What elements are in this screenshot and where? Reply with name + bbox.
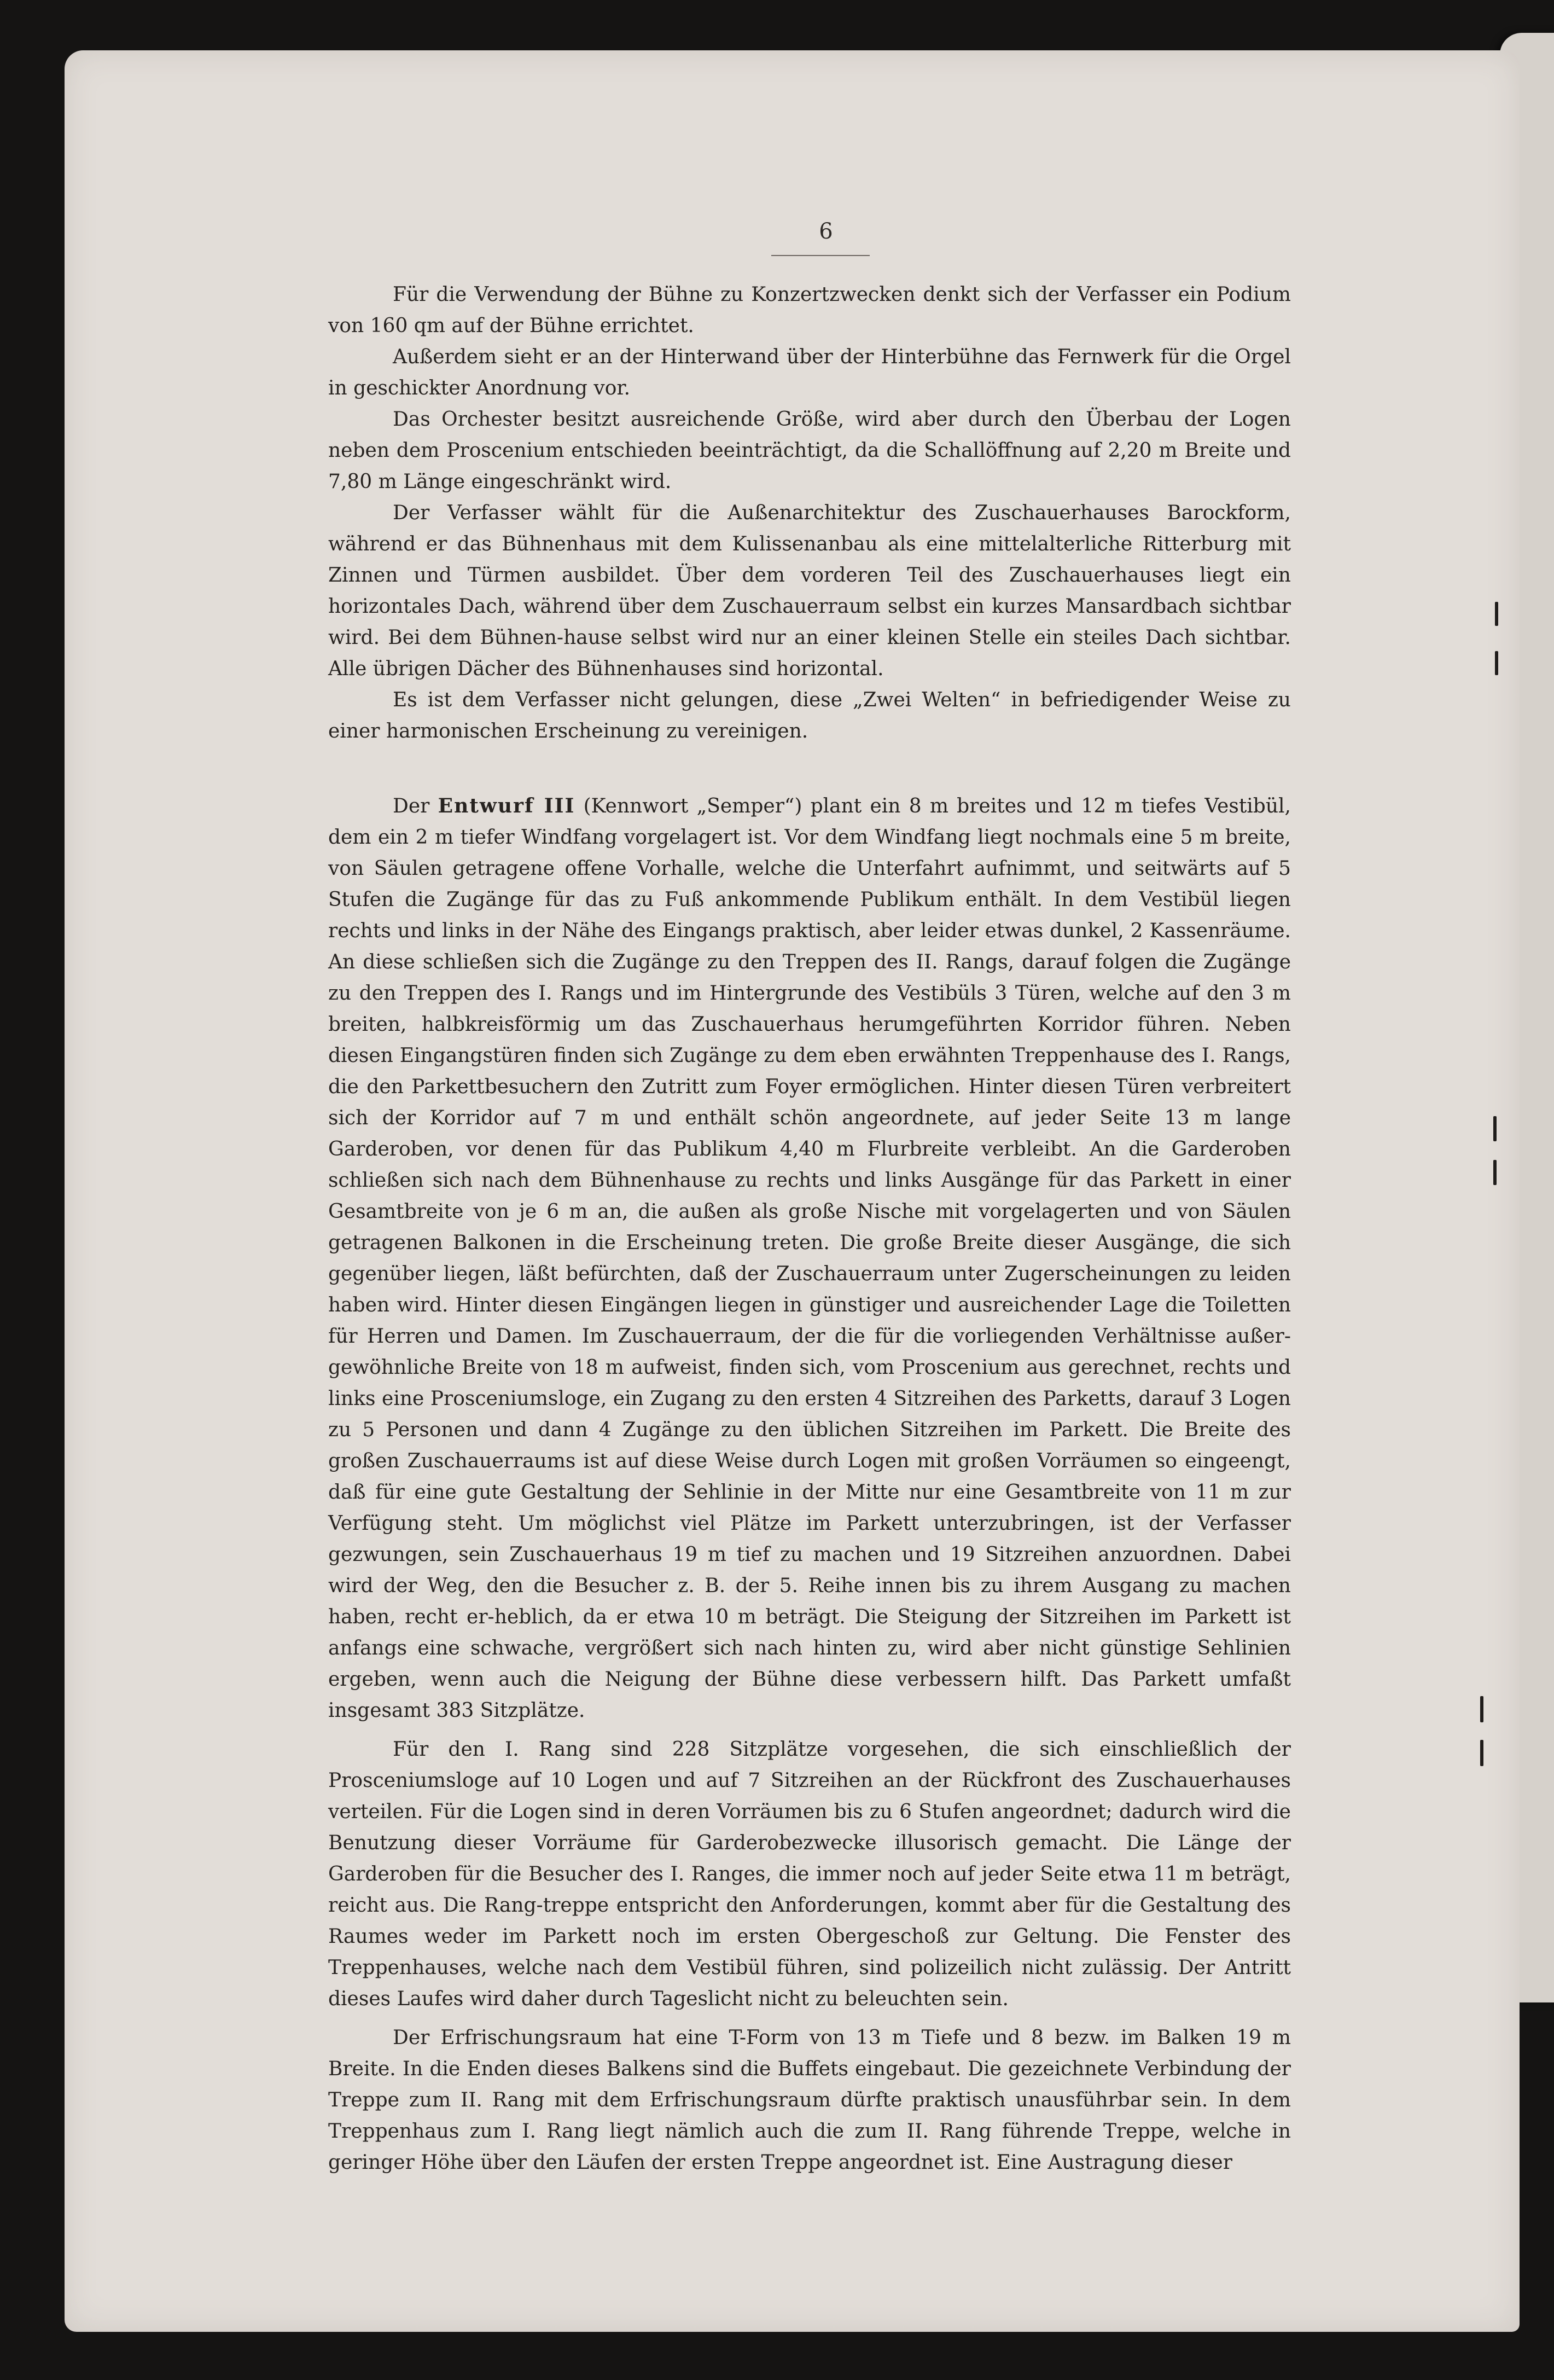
margin-mark	[1495, 651, 1498, 675]
margin-mark	[1493, 1116, 1497, 1141]
paragraph-architektur: Der Verfasser wählt für die Außenarchitektur des Zuschauerhauses Barockform, während er das Bühnenhaus mit dem Kulissenanbau als eine mittelalterliche Ritterburg mit Zinnen und Türmen ausbildet. Über dem vorderen Teil des Zuschauerhauses liegt ein horizontales Dach, während über dem Zuschauerraum selbst ein kurzes Mansardbach sichtbar wird. Bei dem Bühnen-hause selbst wird nur an einer kleinen Stelle ein steiles Dach sichtbar. Alle übrigen Dächer des Bühnenhauses sind horizontal.	[328, 502, 1291, 680]
page-number-rule	[771, 255, 870, 256]
entwurf-heading: Entwurf III	[438, 794, 575, 817]
paragraph-podium: Für die Verwendung der Bühne zu Konzertzwecken denkt sich der Verfasser ein Podium von 160 qm auf der Bühne errichtet.	[328, 283, 1291, 337]
margin-mark	[1480, 1740, 1483, 1766]
entwurf-lead: Der	[393, 795, 430, 817]
body-text	[328, 279, 1291, 2178]
margin-mark	[1480, 1696, 1483, 1722]
paragraph-erster-rang: Für den I. Rang sind 228 Sitzplätze vorgesehen, die sich einschließlich der Prosceniumsloge auf 10 Logen und auf 7 Sitzreihen an der Rückfront des Zuschauerhauses verteilen. Für die Logen sind in deren Vorräumen bis zu 6 Stufen angeordnet; dadurch wird die Benutzung dieser Vorräume für Garderobezwecke illusorisch gemacht. Die Länge der Garderoben für die Besucher des I. Ranges, die immer noch auf jeder Seite etwa 11 m beträgt, reicht aus. Die Rang-treppe entspricht den Anforderungen, kommt aber für die Gestaltung des Raumes weder im Parkett noch im ersten Obergeschoß zur Geltung. Die Fenster des Treppenhauses, welche nach dem Vestibül führen, sind polizeilich nicht zulässig. Der Antritt dieses Laufes wird daher durch Tageslicht nicht zu beleuchten sein.	[328, 1738, 1291, 2010]
page-number: 6	[819, 219, 833, 244]
paragraph-entwurf-iii	[328, 791, 1291, 1726]
entwurf-text: (Kennwort „Semper“) plant ein 8 m breites und 12 m tiefes Vestibül, dem ein 2 m tiefer Windfang vorgelagert ist. Vor dem Windfang liegt nochmals eine 5 m breite, von Säulen getragene offene Vorhalle, welche die Unterfahrt aufnimmt, und seitwärts auf 5 Stufen die Zugänge für das zu Fuß ankommende Publikum enthält. In dem Vestibül liegen rechts und links in der Nähe des Eingangs praktisch, aber leider etwas dunkel, 2 Kassenräume. An diese schließen sich die Zugänge zu den Treppen des II. Rangs, darauf folgen die Zugänge zu den Treppen des I. Rangs und im Hintergrunde des Vestibüls 3 Türen, welche auf den 3 m breiten, halbkreisförmig um das Zuschauerhaus herumgeführten Korridor führen. Neben diesen Eingangstüren finden sich Zugänge zu dem eben erwähnten Treppenhause des I. Rangs, die den Parkettbesuchern den Zutritt zum Foyer ermöglichen. Hinter diesen Türen verbreitert sich der Korridor auf 7 m und enthält schön angeordnete, auf jeder Seite 13 m lange Garderoben, vor denen für das Publikum 4,40 m Flurbreite verbleibt. An die Garderoben schließen sich nach dem Bühnenhause zu rechts und links Ausgänge für das Parkett in einer Gesamtbreite von je 6 m an, die außen als große Nische mit vorgelagerten und von Säulen getragenen Balkonen in die Erscheinung treten. Die große Breite dieser Ausgänge, die sich gegenüber liegen, läßt befürchten, daß der Zuschauerraum unter Zugerscheinungen zu leiden haben wird. Hinter diesen Eingängen liegen in günstiger und ausreichender Lage die Toiletten für Herren und Damen. Im Zuschauerraum, der die für die vorliegenden Verhältnisse außer-gewöhnliche Breite von 18 m aufweist, finden sich, vom Proscenium aus gerechnet, rechts und links eine Prosceniumsloge, ein Zugang zu den ersten 4 Sitzreihen des Parketts, darauf 3 Logen zu 5 Personen und dann 4 Zugänge zu den üblichen Sitzreihen im Parkett. Die Breite des großen Zuschauerraums ist auf diese Weise durch Logen mit großen Vorräumen so eingeengt, daß für eine gute Gestaltung der Sehlinie in der Mitte nur eine Gesamtbreite von 11 m zur Verfügung steht. Um möglichst viel Plätze im Parkett unterzubringen, ist der Verfasser gezwungen, sein Zuschauerhaus 19 m tief zu machen und 19 Sitzreihen anzuordnen. Dabei wird der Weg, den die Besucher z. B. der 5. Reihe innen bis zu ihrem Ausgang zu machen haben, recht er-heblich, da er etwa 10 m beträgt. Die Steigung der Sitzreihen im Parkett ist anfangs eine schwache, vergrößert sich nach hinten zu, wird aber nicht günstige Sehlinien ergeben, wenn auch die Neigung der Bühne diese verbessern hilft. Das Parkett umfaßt insgesamt 383 Sitzplätze.	[328, 795, 1291, 1722]
paragraph-fernwerk: Außerdem sieht er an der Hinterwand über der Hinterbühne das Fernwerk für die Orgel in geschickter Anordnung vor.	[328, 346, 1291, 399]
paragraph-orchester: Das Orchester besitzt ausreichende Größe, wird aber durch den Überbau der Logen neben dem Proscenium entschieden beeinträchtigt, da die Schallöffnung auf 2,20 m Breite und 7,80 m Länge eingeschränkt wird.	[328, 408, 1291, 493]
paragraph-erfrischungsraum: Der Erfrischungsraum hat eine T-Form von 13 m Tiefe und 8 bezw. im Balken 19 m Breite. In die Enden dieses Balkens sind die Buffets eingebaut. Die gezeichnete Verbindung der Treppe zum II. Rang mit dem Erfrischungsraum dürfte praktisch unausführbar sein. In dem Treppenhaus zum I. Rang liegt nämlich auch die zum II. Rang führende Treppe, welche in geringer Höhe über den Läufen der ersten Treppe angeordnet ist. Eine Austragung dieser	[328, 2027, 1291, 2174]
margin-mark	[1493, 1160, 1497, 1185]
margin-mark	[1495, 602, 1498, 626]
paragraph-zwei-welten: Es ist dem Verfasser nicht gelungen, diese „Zwei Welten“ in befriedigender Weise zu einer harmonischen Erscheinung zu vereinigen.	[328, 689, 1291, 742]
